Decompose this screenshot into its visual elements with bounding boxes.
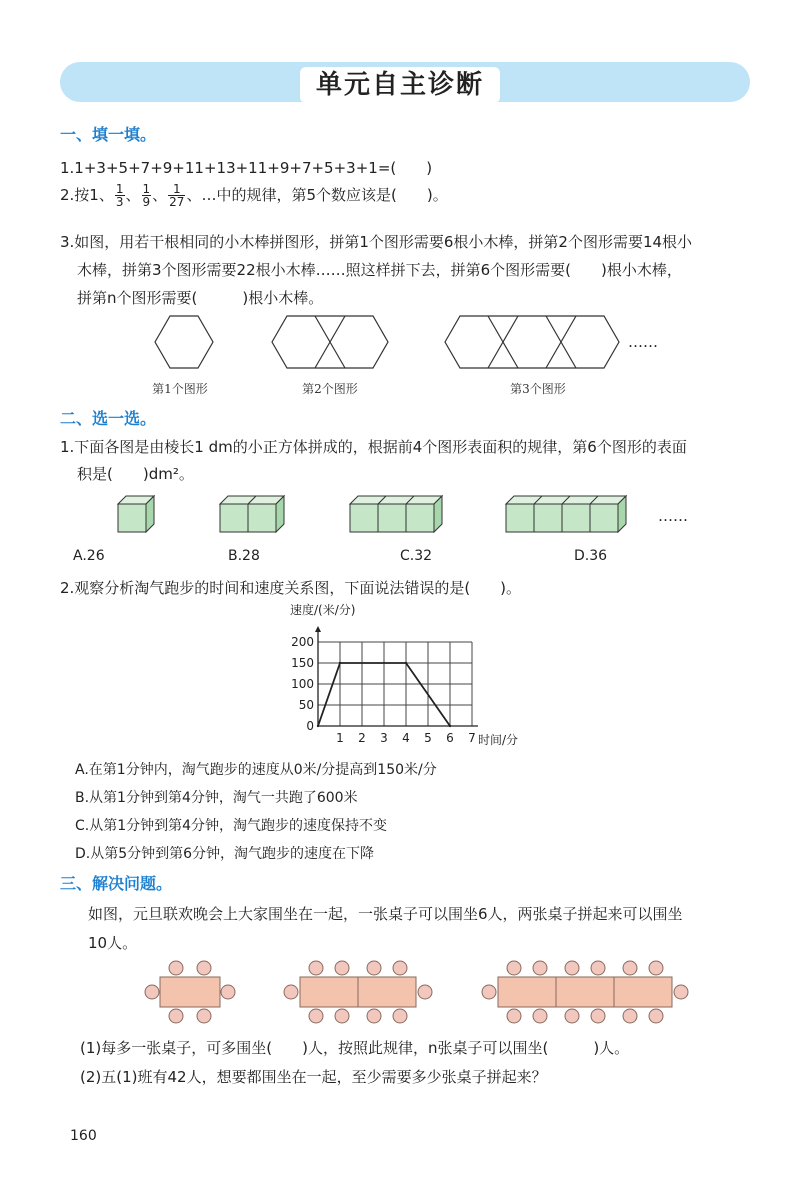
figures-ellipsis: …… xyxy=(628,333,658,351)
question-1-1: 1.1+3+5+7+9+11+13+11+9+7+5+3+1=( ) xyxy=(60,159,433,177)
option-2-2-b: B.从第1分钟到第4分钟，淘气一共跑了600米 xyxy=(75,790,358,806)
chart-point-0 xyxy=(317,725,319,727)
figure-caption-2: 第2个图形 xyxy=(302,382,358,396)
chart-xtick-label-2: 2 xyxy=(358,731,366,745)
chart-xtick-label-4: 4 xyxy=(402,731,410,745)
chart-ytick-label-50: 50 xyxy=(298,698,314,712)
option-2-1-c: C.32 xyxy=(400,548,433,564)
question-3-line1: 如图，元旦联欢晚会上大家围坐在一起，一张桌子可以围坐6人，两张桌子拼起来可以围坐 xyxy=(88,905,683,923)
chart-xtick-label-1: 1 xyxy=(336,731,344,745)
table-seating-figures xyxy=(140,955,700,1030)
chart-point-2 xyxy=(405,662,407,664)
option-2-2-c: C.从第1分钟到第4分钟，淘气跑步的速度保持不变 xyxy=(75,818,388,834)
chart-xtick-label-6: 6 xyxy=(446,731,454,745)
hexagon-figure-3 xyxy=(445,316,619,368)
hexagon-figure-1 xyxy=(155,316,213,368)
question-1-3-line3: 拼第n个图形需要( )根小木棒。 xyxy=(77,289,324,307)
chart-xlabel: 时间/分 xyxy=(478,733,519,747)
seating-three-tables xyxy=(482,961,688,1023)
question-2-2: 2.观察分析淘气跑步的时间和速度关系图，下面说法错误的是( )。 xyxy=(60,579,522,597)
question-2-1-line1: 1.下面各图是由棱长1 dm的小正方体拼成的，根据前4个图形表面积的规律，第6个图形的表面 xyxy=(60,438,687,456)
chart-ylabel: 速度/(米/分) xyxy=(290,603,356,617)
question-2-1-line2: 积是( )dm²。 xyxy=(77,465,194,483)
question-3-line2: 10人。 xyxy=(88,934,138,952)
question-3-sub1: (1)每多一张桌子，可多围坐( )人，按照此规律，n张桌子可以围坐( )人。 xyxy=(80,1039,630,1057)
figure-caption-3: 第3个图形 xyxy=(510,382,566,396)
seating-one-table xyxy=(145,961,235,1023)
chart-ytick-label-0: 0 xyxy=(306,719,314,733)
figure-caption-1: 第1个图形 xyxy=(152,382,208,396)
chart-xtick-label-3: 3 xyxy=(380,731,388,745)
speed-time-chart xyxy=(270,600,560,750)
chart-point-1 xyxy=(339,662,341,664)
chart-ytick-label-150: 150 xyxy=(291,656,314,670)
option-2-1-b: B.28 xyxy=(228,548,260,564)
page-title: 单元自主诊断 xyxy=(300,67,500,103)
seating-two-tables xyxy=(284,961,432,1023)
cubes-ellipsis: …… xyxy=(658,507,688,525)
hexagon-figures xyxy=(140,312,680,372)
section-title-fill: 一、填一填。 xyxy=(60,125,157,144)
cube-figure-3 xyxy=(350,496,442,532)
chart-xtick-label-5: 5 xyxy=(424,731,432,745)
chart-ytick-label-200: 200 xyxy=(291,635,314,649)
chart-ytick-label-100: 100 xyxy=(291,677,314,691)
chart-point-3 xyxy=(449,725,451,727)
chart-xtick-label-7: 7 xyxy=(468,731,476,745)
question-3-sub2: (2)五(1)班有42人，想要都围坐在一起，至少需要多少张桌子拼起来？ xyxy=(80,1068,547,1086)
option-2-2-d: D.从第5分钟到第6分钟，淘气跑步的速度在下降 xyxy=(75,846,375,862)
chart-y-arrow xyxy=(315,626,321,632)
cube-figure-2 xyxy=(220,496,284,532)
option-2-2-a: A.在第1分钟内，淘气跑步的速度从0米/分提高到150米/分 xyxy=(75,762,437,778)
option-2-1-d: D.36 xyxy=(574,548,608,564)
page-number: 160 xyxy=(70,1128,97,1144)
cube-figure-4 xyxy=(506,496,626,532)
option-2-1-a: A.26 xyxy=(73,548,105,564)
question-1-3-line2: 木棒，拼第3个图形需要22根小木棒……照这样拼下去，拼第6个图形需要( )根小木棒， xyxy=(77,261,682,279)
section-title-choose: 二、选一选。 xyxy=(60,409,157,428)
cube-figures xyxy=(110,490,650,540)
cube-figure-1 xyxy=(118,496,154,532)
section-title-solve: 三、解决问题。 xyxy=(60,874,173,893)
question-1-2: 2.按1、 $\frac{1}{3}$ 、 $\frac{1}{9}$ 、 $\frac{1}{27}$ 、…中的规律，第5个数应该是( )。 xyxy=(60,182,448,209)
question-1-3-line1: 3.如图，用若干根相同的小木棒拼图形，拼第1个图形需要6根小木棒，拼第2个图形需要14根小 xyxy=(60,233,693,251)
